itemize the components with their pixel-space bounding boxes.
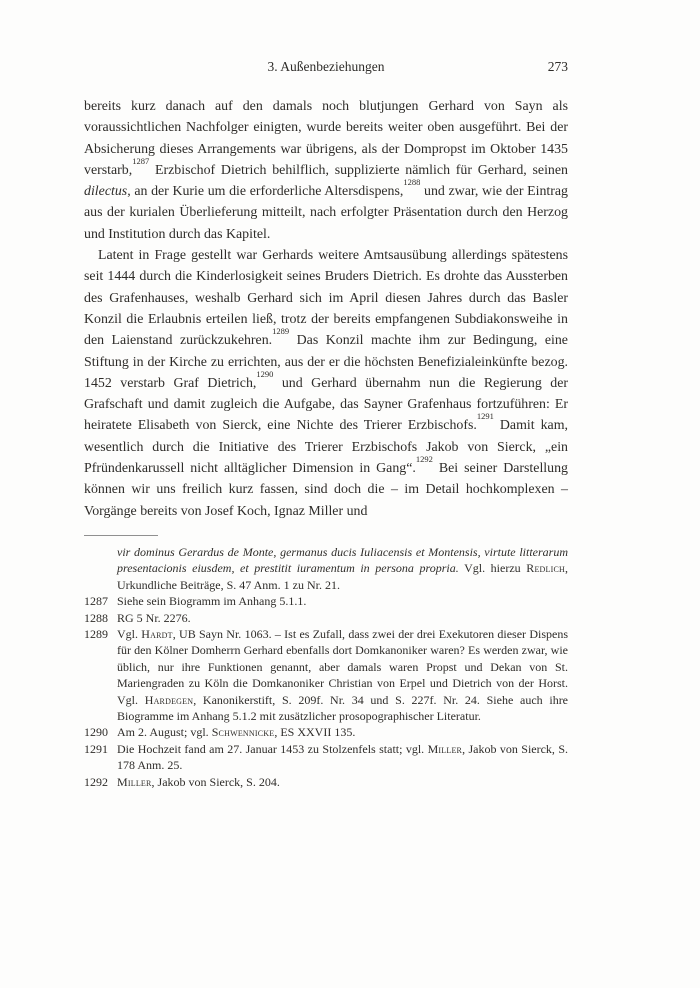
footnote-number: 1290 — [84, 725, 108, 740]
smallcaps-run: Miller — [427, 741, 463, 756]
text-run: Erzbischof Dietrich behilflich, supplizierte nämlich für Gerhard, seinen — [149, 162, 568, 178]
text-run: Latent in Frage gestellt war Gerhards weitere Amtsausübung allerdings spätestens seit 1444 durch die Kinderlosigkeit seines Bruders Dietrich. Es drohte das Aussterben des Grafenhauses, weshalb Gerhard sich im April diesen Jahres durch das Basler Konzil die Erlaubnis erteilen ließ, trotz der bereits empfangenen Subdiakonsweihe in den Laienstand zurückzukehren. — [84, 248, 568, 349]
text-run: Bei seiner Darstellung können wir uns freilich kurz fassen, sind doch die – im Detail hochkomplexen – Vorgänge bereits von Josef Koch, Ignaz Miller und — [84, 461, 569, 519]
paragraph — [84, 96, 568, 245]
smallcaps-run: Schwennicke — [211, 725, 275, 740]
footnote-marker: 1290 — [256, 368, 274, 379]
text-run: Vgl. — [117, 626, 142, 641]
text-run: bereits kurz danach auf den damals noch blutjungen Gerhard von Sayn als voraussichtlichen Nachfolger einigten, wurde bereits weiter oben ausgeführt. Bei der Absicherung dieses Arrangements war übrigens, als der Dompropst im Oktober 1435 verstarb, — [84, 99, 568, 178]
footnote-marker: 1292 — [415, 453, 433, 464]
smallcaps-run: Redlich — [526, 561, 565, 576]
footnote — [84, 610, 568, 626]
text-run: , Kanonikerstift, S. 209f. Nr. 34 und S. 227f. Nr. 24. Siehe auch ihre Biogramme im Anhang 5.1.2 mit zusätzlicher prosopographischer Literatur. — [117, 692, 569, 723]
footnote-marker: 1287 — [132, 155, 150, 166]
text-run: , Jakob von Sierck, S. 178 Anm. 25. — [117, 741, 568, 773]
footnote — [84, 741, 568, 774]
footnote-number: 1292 — [84, 774, 108, 789]
italic-run: vir dominus Gerardus de Monte, germanus ducis Iuliacensis et Montensis, virtute litterarum presentacionis eiusdem, et prestitit iuramentum in persona propria. — [117, 544, 568, 576]
text-run: , UB Sayn Nr. 1063. – Ist es Zufall, dass zwei der drei Exekutoren dieser Dispens für den Kölner Domherrn Gerhard ebenfalls dort Domkanoniker waren? Es werden zwar, wie üblich, nur ihre Funktionen genannt, aber damals waren Propst und Dekan von St. Mariengraden zu Köln die Domkanoniker Christian von Erpel und Dietrich von der Horst. Vgl. — [117, 626, 568, 707]
footnote-text — [117, 593, 568, 609]
paragraph — [84, 245, 568, 522]
footnote-marker: 1288 — [403, 177, 421, 188]
text-run: RG 5 Nr. 2276. — [117, 610, 191, 625]
footnote-number: 1288 — [84, 610, 108, 625]
footnote-number: 1289 — [84, 626, 108, 641]
text-run: , ES XXVII 135. — [274, 725, 356, 740]
running-head — [84, 57, 568, 77]
text-run: Die Hochzeit fand am 27. Januar 1453 zu Stolzenfels statt; vgl. — [117, 741, 428, 756]
footnotes — [84, 544, 568, 790]
footnote — [84, 724, 568, 740]
footnote — [84, 593, 568, 609]
footnote-text — [117, 610, 568, 626]
text-run: und zwar, wie der Eintrag aus der kurialen Überlieferung mitteilt, nach erfolgter Präsentation durch den Herzog und Institution durch das Kapitel. — [84, 184, 568, 242]
text-run: , Urkundliche Beiträge, S. 47 Anm. 1 zu Nr. 21. — [117, 561, 568, 592]
smallcaps-run: Miller — [117, 774, 152, 789]
footnote-text — [117, 724, 568, 740]
text-run: und Gerhard übernahm nun die Regierung der Grafschaft und damit zugleich die Aufgabe, das Sayner Grafenhaus fortzuführen: Er heiratete Elisabeth von Sierck, eine Nichte des Trierer Erzbischofs. — [84, 375, 568, 434]
text-block — [84, 57, 568, 790]
footnote-text — [117, 626, 568, 724]
text-run: Am 2. August; vgl. — [117, 725, 212, 740]
text-run: Vgl. hierzu — [458, 561, 527, 576]
footnote — [84, 626, 568, 724]
footnote-number: 1287 — [84, 594, 108, 609]
section-title: 3. Außenbeziehungen — [267, 59, 385, 74]
footnote — [84, 774, 568, 790]
text-run: Damit kam, wesentlich durch die Initiative des Trierer Erzbischofs Jakob von Sierck, „ein Pfründenkarussell nicht alltäglicher Dimension in Gang“. — [84, 418, 568, 477]
footnote-separator — [84, 535, 158, 536]
page-number: 273 — [547, 59, 568, 74]
body-paragraphs — [84, 96, 568, 522]
footnote-text — [117, 774, 568, 790]
footnote — [84, 544, 568, 593]
text-run: Das Konzil machte ihm zur Bedingung, eine Stiftung in der Kirche zu errichten, aus der er die höchsten Benefizialeinkünfte bezog. 1452 verstarb Graf Dietrich, — [84, 333, 568, 391]
text-run: , Jakob von Sierck, S. 204. — [151, 774, 280, 789]
footnote-marker: 1289 — [272, 326, 290, 337]
italic-run: dilectus — [84, 184, 128, 200]
text-run: , an der Kurie um die erforderliche Altersdispens, — [127, 184, 404, 200]
smallcaps-run: Hardegen — [144, 692, 194, 707]
text-run: Siehe sein Biogramm im Anhang 5.1.1. — [117, 594, 307, 609]
footnote-number: 1291 — [84, 741, 108, 756]
footnote-text — [117, 544, 568, 593]
footnote-marker: 1291 — [476, 411, 494, 422]
footnote-number — [84, 544, 117, 593]
footnote-area — [84, 535, 568, 790]
smallcaps-run: Hardt — [141, 626, 173, 641]
footnote-text — [117, 741, 568, 774]
